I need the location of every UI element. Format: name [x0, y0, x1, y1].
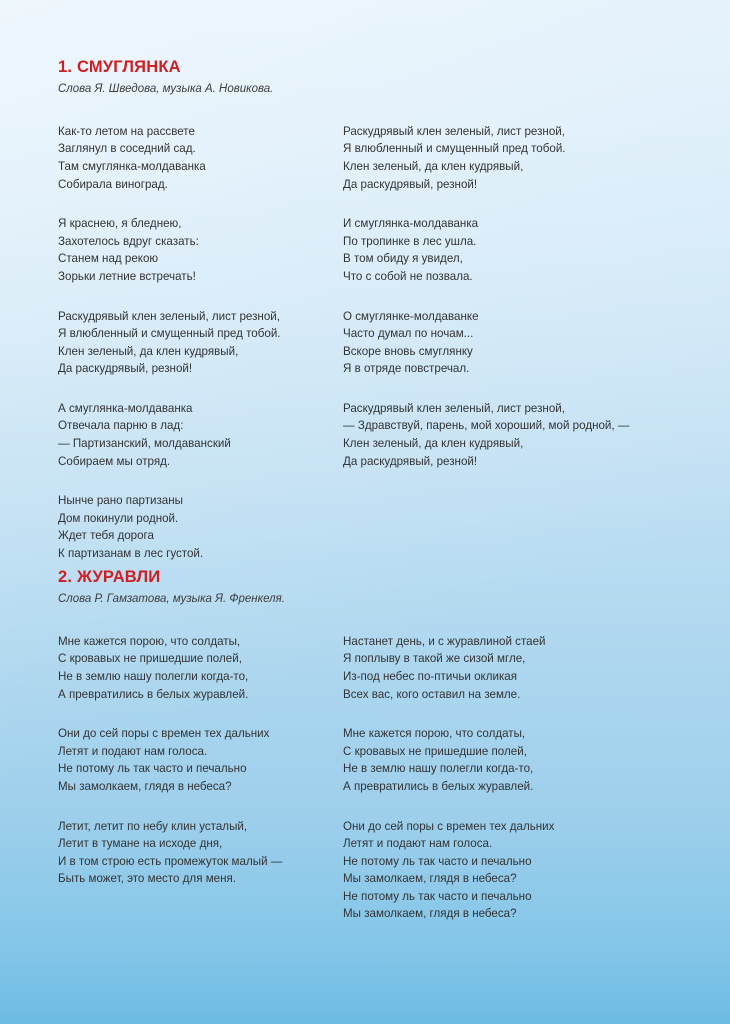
lyrics-line: Не потому ль так часто и печально — [58, 762, 247, 776]
lyrics-line: Что с собой не позвала. — [343, 269, 473, 283]
lyrics-line: Я краснею, я бледнею, — [58, 217, 182, 231]
lyrics-line: Захотелось вдруг сказать: — [58, 234, 199, 248]
lyrics-line: Быть может, это место для меня. — [58, 872, 237, 886]
lyrics-line: Раскудрявый клен зеленый, лист резной, — [343, 124, 565, 138]
lyrics-line: Клен зеленый, да клен кудрявый, — [343, 159, 524, 173]
lyrics-line: Как-то летом на рассвете — [58, 124, 195, 138]
lyrics-line: Всех вас, кого оставил на земле. — [343, 687, 521, 701]
lyrics-column-right — [343, 123, 628, 563]
lyrics-columns — [58, 123, 672, 563]
lyrics-line: Настанет день, и с журавлиной стаей — [343, 634, 546, 648]
lyrics-line: Станем над рекою — [58, 252, 159, 266]
song-section-smuglyanka — [58, 58, 672, 563]
lyrics-stanza — [343, 725, 628, 795]
lyrics-line: А превратились в белых журавлей. — [58, 687, 249, 701]
lyrics-line: Отвечала парню в лад: — [58, 419, 184, 433]
lyrics-line: К партизанам в лес густой. — [58, 547, 204, 561]
lyrics-line: Мы замолкаем, глядя в небеса? — [58, 779, 232, 793]
lyrics-stanza — [58, 123, 343, 193]
lyrics-line: Да раскудрявый, резной! — [343, 454, 478, 468]
lyrics-column-right — [343, 633, 628, 923]
song-credits: Слова Р. Гамзатова, музыка Я. Френкеля. — [58, 592, 285, 605]
lyrics-line: Да раскудрявый, резной! — [343, 177, 478, 191]
lyrics-stanza — [58, 633, 343, 703]
lyrics-line: Я в отряде повстречал. — [343, 362, 470, 376]
lyrics-line: Летят и подают нам голоса. — [58, 744, 208, 758]
lyrics-line: По тропинке в лес ушла. — [343, 234, 477, 248]
song-section-zhuravli — [58, 568, 672, 923]
lyrics-column-left — [58, 633, 343, 923]
lyrics-line: Мне кажется порою, что солдаты, — [58, 634, 241, 648]
lyrics-line: В том обиду я увидел, — [343, 252, 463, 266]
lyrics-stanza — [343, 308, 628, 378]
lyrics-line: — Партизанский, молдаванский — [58, 437, 231, 451]
song-title: 1. СМУГЛЯНКА — [58, 58, 181, 76]
lyrics-line: Клен зеленый, да клен кудрявый, — [343, 437, 524, 451]
lyrics-line: Заглянул в соседний сад. — [58, 142, 196, 156]
song-credits: Слова Я. Шведова, музыка А. Новикова. — [58, 82, 274, 95]
lyrics-line: Клен зеленый, да клен кудрявый, — [58, 344, 239, 358]
lyrics-line: Мы замолкаем, глядя в небеса? — [343, 872, 517, 886]
lyrics-line: Вскоре вновь смуглянку — [343, 344, 473, 358]
lyrics-line: Раскудрявый клен зеленый, лист резной, — [343, 401, 565, 415]
lyrics-line: Не в землю нашу полегли когда-то, — [343, 762, 534, 776]
lyrics-line: И смуглянка-молдаванка — [343, 217, 479, 231]
lyrics-line: Дом покинули родной. — [58, 511, 179, 525]
lyrics-columns — [58, 633, 672, 923]
lyrics-line: С кровавых не пришедшие полей, — [58, 652, 242, 666]
lyrics-stanza — [58, 400, 343, 470]
lyrics-stanza — [343, 633, 628, 703]
lyrics-line: И в том строю есть промежуток малый — — [58, 854, 283, 868]
lyrics-line: Из-под небес по-птичьи окликая — [343, 669, 518, 683]
lyrics-stanza — [58, 215, 343, 285]
lyrics-line: О смуглянке-молдаванке — [343, 309, 479, 323]
lyrics-line: Раскудрявый клен зеленый, лист резной, — [58, 309, 280, 323]
lyrics-line: Я поплыву в такой же сизой мгле, — [343, 652, 526, 666]
lyrics-line: Там смуглянка-молдаванка — [58, 159, 206, 173]
lyrics-stanza — [343, 400, 628, 470]
lyrics-stanza — [58, 492, 343, 562]
lyrics-column-left — [58, 123, 343, 563]
lyrics-line: С кровавых не пришедшие полей, — [343, 744, 527, 758]
lyrics-stanza — [58, 725, 343, 795]
lyrics-line: Они до сей поры с времен тех дальних — [58, 727, 270, 741]
lyrics-stanza — [58, 308, 343, 378]
lyrics-line: Мне кажется порою, что солдаты, — [343, 727, 526, 741]
lyrics-line: Я влюбленный и смущенный пред тобой. — [58, 327, 281, 341]
lyrics-line: Не потому ль так часто и печально — [343, 889, 532, 903]
lyrics-line: Мы замолкаем, глядя в небеса? — [343, 907, 517, 921]
lyrics-stanza — [343, 215, 628, 285]
lyrics-line: Собираем мы отряд. — [58, 454, 171, 468]
lyrics-line: Летит, летит по небу клин усталый, — [58, 819, 248, 833]
song-title: 2. ЖУРАВЛИ — [58, 568, 161, 586]
lyrics-line: Да раскудрявый, резной! — [58, 362, 193, 376]
lyrics-line: Не потому ль так часто и печально — [343, 854, 532, 868]
lyrics-stanza — [343, 818, 628, 924]
lyrics-line: Собирала виноград. — [58, 177, 168, 191]
lyrics-line: Они до сей поры с времен тех дальних — [343, 819, 555, 833]
lyrics-line: — Здравствуй, парень, мой хороший, мой родной, — — [343, 419, 630, 433]
lyrics-line: Часто думал по ночам... — [343, 327, 474, 341]
lyrics-line: Нынче рано партизаны — [58, 494, 183, 508]
lyrics-stanza — [58, 818, 343, 888]
lyrics-line: Не в землю нашу полегли когда-то, — [58, 669, 249, 683]
lyrics-line: А превратились в белых журавлей. — [343, 779, 534, 793]
lyrics-line: Я влюбленный и смущенный пред тобой. — [343, 142, 566, 156]
lyrics-stanza — [343, 123, 628, 193]
lyrics-line: А смуглянка-молдаванка — [58, 401, 193, 415]
lyrics-line: Летит в тумане на исходе дня, — [58, 837, 223, 851]
lyrics-line: Зорьки летние встречать! — [58, 269, 196, 283]
lyrics-line: Летят и подают нам голоса. — [343, 837, 493, 851]
lyrics-line: Ждет тебя дорога — [58, 529, 154, 543]
